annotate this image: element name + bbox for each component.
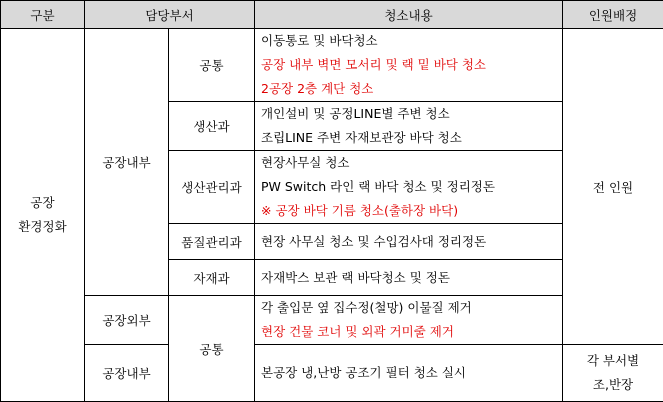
content-line: 이동통로 및 바닥청소	[261, 29, 562, 53]
group-outside: 공장외부	[85, 296, 169, 345]
content-line-emphasis: 2공장 2층 계단 청소	[261, 77, 562, 101]
content-outside	[255, 296, 563, 345]
sub-materials: 자재과	[169, 260, 255, 296]
header-content: 청소내용	[255, 1, 563, 29]
sub-common-1: 공통	[169, 29, 255, 102]
staff-dept-line-2: 조,반장	[563, 373, 663, 397]
category-cell	[1, 29, 85, 402]
group-inside-2: 공장내부	[85, 345, 169, 402]
sub-prod-mgmt: 생산관리과	[169, 151, 255, 224]
header-row	[1, 1, 663, 29]
content-line-emphasis: ※ 공장 바닥 기름 청소(출하장 바닥)	[261, 199, 562, 223]
group-inside-1: 공장내부	[85, 29, 169, 296]
category-line-1: 공장	[1, 191, 84, 215]
category-line-2: 환경정화	[1, 215, 84, 239]
table-row	[1, 345, 663, 374]
staff-all: 전 인원	[563, 29, 663, 345]
sub-quality: 품질관리과	[169, 224, 255, 260]
content-line: 현장 사무실 청소 및 수입검사대 정리정돈	[261, 230, 562, 254]
content-quality	[255, 224, 563, 260]
content-common-1	[255, 29, 563, 102]
header-staff: 인원배정	[563, 1, 663, 29]
staff-dept-line-1: 각 부서별	[563, 349, 663, 373]
table-row	[1, 29, 663, 102]
content-line: PW Switch 라인 랙 바닥 청소 및 정리정돈	[261, 175, 562, 199]
sub-production: 생산과	[169, 102, 255, 151]
content-prod-mgmt	[255, 151, 563, 224]
header-department: 담당부서	[85, 1, 255, 29]
content-line: 각 출입문 옆 집수정(철망) 이물질 제거	[261, 296, 562, 320]
content-line: 자재박스 보관 랙 바닥청소 및 정돈	[261, 266, 562, 290]
sub-common-2: 공통	[169, 296, 255, 402]
content-materials	[255, 260, 563, 296]
content-inside-2	[255, 345, 563, 402]
content-line-emphasis: 현장 건물 코너 및 외곽 거미줄 제거	[261, 320, 562, 344]
staff-dept	[563, 345, 663, 402]
content-line: 본공장 냉,난방 공조기 필터 청소 실시	[261, 361, 562, 385]
content-production	[255, 102, 563, 151]
content-line: 현장사무실 청소	[261, 151, 562, 175]
header-category: 구분	[1, 1, 85, 29]
content-line-emphasis: 공장 내부 벽면 모서리 및 랙 밑 바닥 청소	[261, 53, 562, 77]
content-line: 개인설비 및 공정LINE별 주변 청소	[261, 102, 562, 126]
content-line: 조립LINE 주변 자재보관장 바닥 청소	[261, 126, 562, 150]
